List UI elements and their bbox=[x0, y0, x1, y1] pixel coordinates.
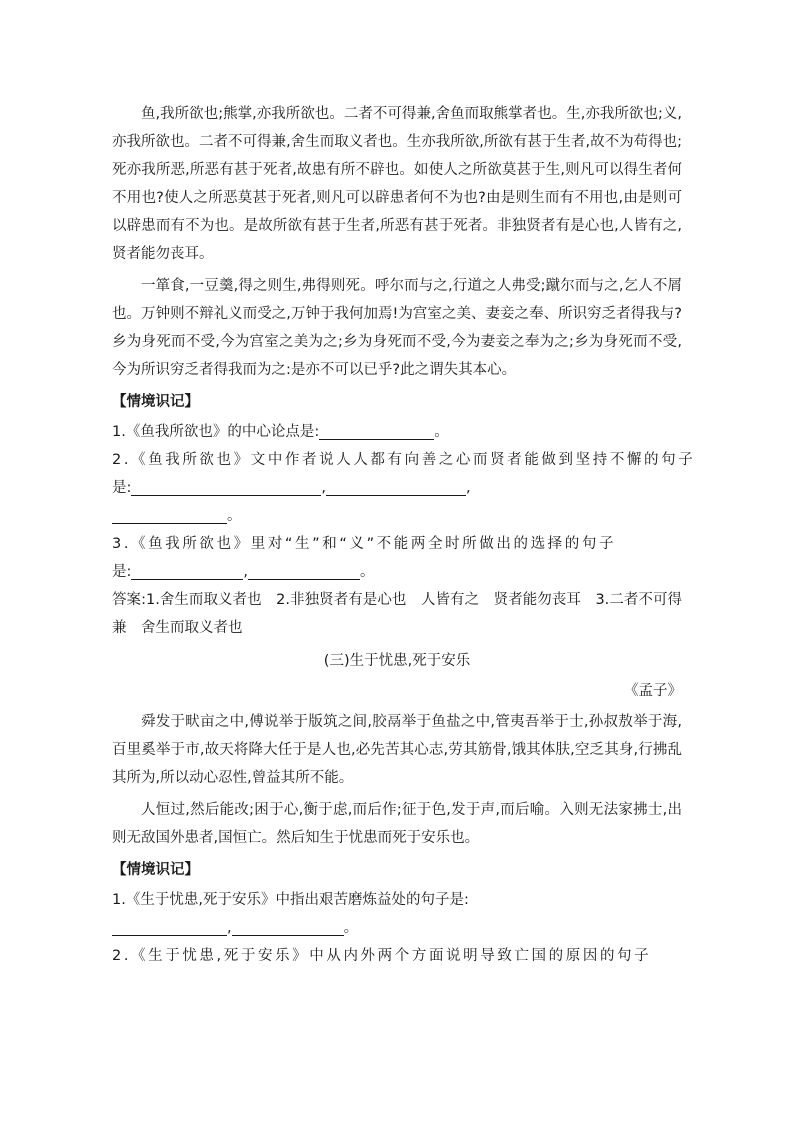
answer-blank[interactable] bbox=[319, 423, 434, 440]
question-2-line2: 是: , , bbox=[112, 480, 471, 496]
section2-question-2: 2.《生于忧患,死于安乐》中从内外两个方面说明导致亡国的原因的句子 bbox=[112, 948, 652, 964]
section2-question-1-blanks: , 。 bbox=[112, 914, 682, 942]
question-2-line3: 。 bbox=[112, 502, 682, 530]
section2-heading: 【情境识记】 bbox=[112, 862, 199, 878]
passage1-paragraph2: 一箪食,一豆羹,得之则生,弗得则死。呼尔而与之,行道之人弗受;蹴尔而与之,乞人不屑也。万钟则不辩礼义而受之,万钟于我何加焉!为宫室之美、妻妾之奉、所识穷乏者得我与?乡为身死而不受,今为宫室之美为之;乡为身死而不受,今为妻妾之奉为之;乡为身死而不受,今为所识穷乏者得我而为之:是亦不可以已乎?此之谓失其本心。 bbox=[112, 278, 682, 378]
passage1-paragraph1: 鱼,我所欲也;熊掌,亦我所欲也。二者不可得兼,舍鱼而取熊掌者也。生,亦我所欲也;义,亦我所欲也。二者不可得兼,舍生而取义者也。生亦我所欲,所欲有甚于生者,故不为苟得也;死亦我所恶,所恶有甚于死者,故患有所不辟也。如使人之所欲莫甚于生,则凡可以得生者何不用也?使人之所恶莫甚于死者,则凡可以辟患者何不为也?由是则生而有不用也,由是则可以辟患而有不为也。是故所欲有甚于生者,所恶有甚于死者。非独贤者有是心也,人皆有之,贤者能勿丧耳。 bbox=[112, 106, 682, 262]
question-2-line1: 2.《鱼我所欲也》文中作者说人人都有向善之心而贤者能做到坚持不懈的句子 bbox=[112, 452, 696, 468]
passage2-author: 《孟子》 bbox=[624, 683, 682, 699]
question-3-line2: 是: , 。 bbox=[112, 564, 375, 580]
answer-blank[interactable] bbox=[112, 507, 227, 524]
section1-heading: 【情境识记】 bbox=[112, 394, 199, 410]
passage2-paragraph1: 舜发于畎亩之中,傅说举于版筑之间,胶鬲举于鱼盐之中,管夷吾举于士,孙叔敖举于海,百里奚举于市,故天将降大任于是人也,必先苦其心志,劳其筋骨,饿其体肤,空乏其身,行拂乱其所为,所以动心忍性,曾益其所不能。 bbox=[112, 714, 682, 786]
answer-blank[interactable] bbox=[131, 563, 243, 580]
answer-blank[interactable] bbox=[326, 479, 466, 496]
question-1: 1.《鱼我所欲也》的中心论点是: 。 bbox=[112, 424, 449, 440]
document-page bbox=[112, 100, 696, 970]
passage2-paragraph2: 人恒过,然后能改;困于心,衡于虑,而后作;征于色,发于声,而后喻。入则无法家拂士,出则无敌国外患者,国恒亡。然后知生于忧患而死于安乐也。 bbox=[112, 802, 682, 846]
passage2-title: (三)生于忧患,死于安乐 bbox=[323, 653, 471, 669]
answer-blank[interactable] bbox=[232, 919, 344, 936]
question-1-text: 1.《鱼我所欲也》的中心论点是: bbox=[112, 424, 320, 440]
answer-blank[interactable] bbox=[131, 479, 321, 496]
answer-blank[interactable] bbox=[112, 919, 227, 936]
answer-key: 答案:1.舍生而取义者也 2.非独贤者有是心也 人皆有之 贤者能勿丧耳 3.二者不可得兼 舍生而取义者也 bbox=[112, 592, 682, 636]
section2-question-1: 1.《生于忧患,死于安乐》中指出艰苦磨炼益处的句子是: bbox=[112, 892, 469, 908]
answer-blank[interactable] bbox=[248, 563, 360, 580]
question-3-line1: 3.《鱼我所欲也》里对“生”和“义”不能两全时所做出的选择的句子 bbox=[112, 536, 617, 552]
